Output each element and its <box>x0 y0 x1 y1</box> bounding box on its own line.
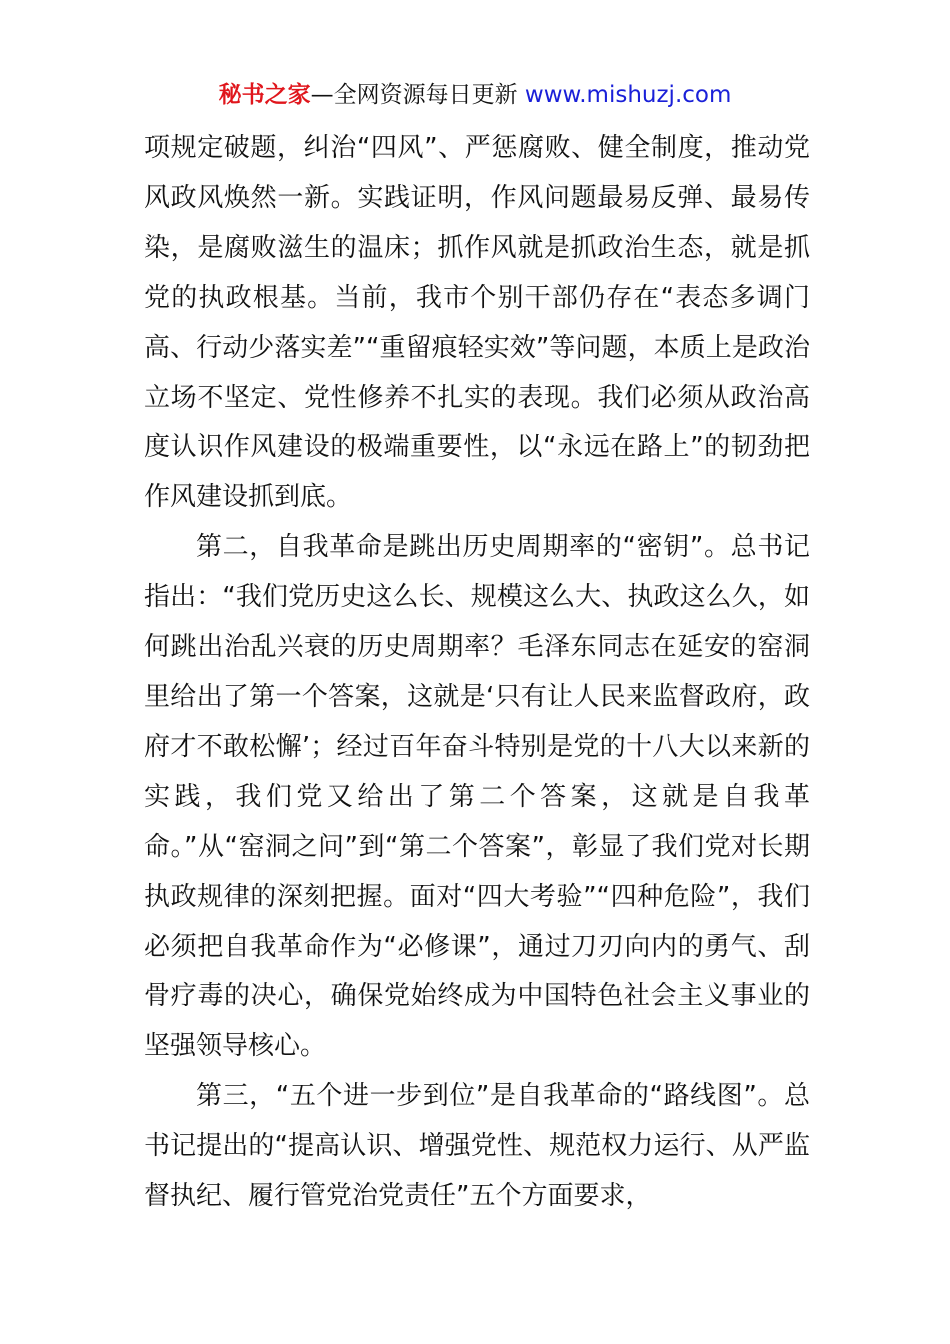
site-url-link[interactable]: www.mishuzj.com <box>524 82 732 108</box>
paragraph-1: 项规定破题，纠治“四风”、严惩腐败、健全制度，推动党风政风焕然一新。实践证明，作风问题最易反弹、最易传染，是腐败滋生的温床；抓作风就是抓政治生态，就是抓党的执政根基。当前，我市个别干部仍存在“表态多调门高、行动少落实差”“重留痕轻实效”等问题，本质上是政治立场不坚定、党性修养不扎实的表现。我们必须从政治高度认识作风建设的极端重要性，以“永远在路上”的韧劲把作风建设抓到底。 <box>144 133 810 513</box>
paragraph-3: 第三，“五个进一步到位”是自我革命的“路线图”。总书记提出的“提高认识、增强党性、规范权力运行、从严监督执纪、履行管党治党责任”五个方面要求， <box>144 1081 810 1212</box>
site-brand: 秘书之家 <box>218 82 311 108</box>
paragraph-2: 第二，自我革命是跳出历史周期率的“密钥”。总书记指出：“我们党历史这么长、规模这么大、执政这么久，如何跳出治乱兴衰的历史周期率？毛泽东同志在延安的窑洞里给出了第一个答案，这就是‘只有让人民来监督政府，政府才不敢松懈’；经过百年奋斗特别是党的十八大以来新的实践，我们党又给出了第二个答案，这就是自我革命。”从“窑洞之问”到“第二个答案”，彰显了我们党对长期执政规律的深刻把握。面对“四大考验”“四种危险”，我们必须把自我革命作为“必修课”，通过刀刃向内的勇气、刮骨疗毒的决心，确保党始终成为中国特色社会主义事业的坚强领导核心。 <box>144 532 810 1062</box>
site-header <box>0 78 950 112</box>
document-body <box>144 124 810 1222</box>
site-tagline: —全网资源每日更新 <box>310 82 518 108</box>
